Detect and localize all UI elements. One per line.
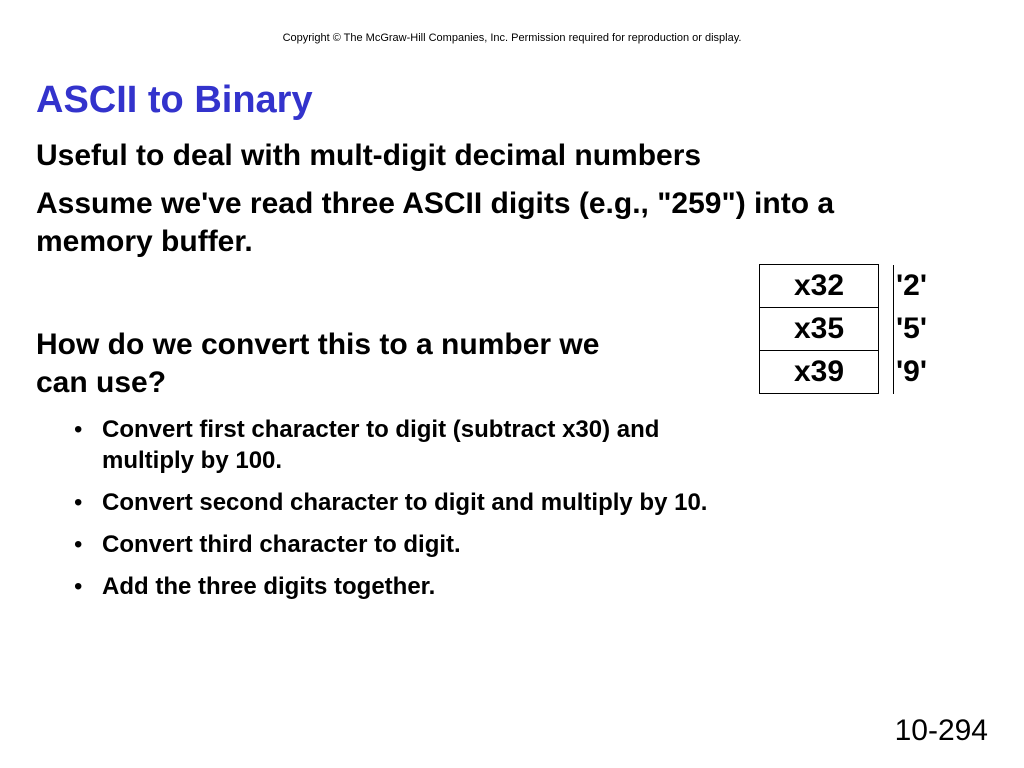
table-row [760,351,967,394]
list-item [74,529,734,560]
memory-address: x39 [760,351,879,394]
page-number: 10-294 [894,714,988,747]
bullet-icon: • [74,573,83,600]
assumption-paragraph: Assume we've read three ASCII digits (e.g., "259") into a memory buffer. [36,187,835,258]
list-item-text: Convert third character to digit. [102,531,461,558]
bullet-icon: • [74,531,83,558]
memory-address: x32 [760,265,879,308]
bullet-icon: • [74,489,83,516]
memory-value: '2' [894,265,967,308]
table-row [760,265,967,308]
list-item-text: Convert first character to digit (subtract x30) and multiply by 100. [102,416,660,474]
memory-address: x35 [760,308,879,351]
bullet-icon: • [74,416,83,443]
list-item-text: Convert second character to digit and multiply by 10. [102,489,708,516]
intro-paragraph: Useful to deal with mult-digit decimal numbers [36,139,702,172]
list-item [74,487,734,518]
list-item [74,571,734,602]
memory-value: '9' [894,351,967,394]
memory-buffer-table [759,264,966,394]
memory-value: '5' [894,308,967,351]
steps-list [74,414,734,613]
copyright-notice: Copyright © The McGraw-Hill Companies, Inc. Permission required for reproduction or display. [282,32,742,44]
list-item [74,414,734,476]
question-paragraph: How do we convert this to a number we can use? [36,328,600,399]
table-row [760,308,967,351]
list-item-text: Add the three digits together. [102,573,436,600]
slide-title: ASCII to Binary [36,79,313,121]
